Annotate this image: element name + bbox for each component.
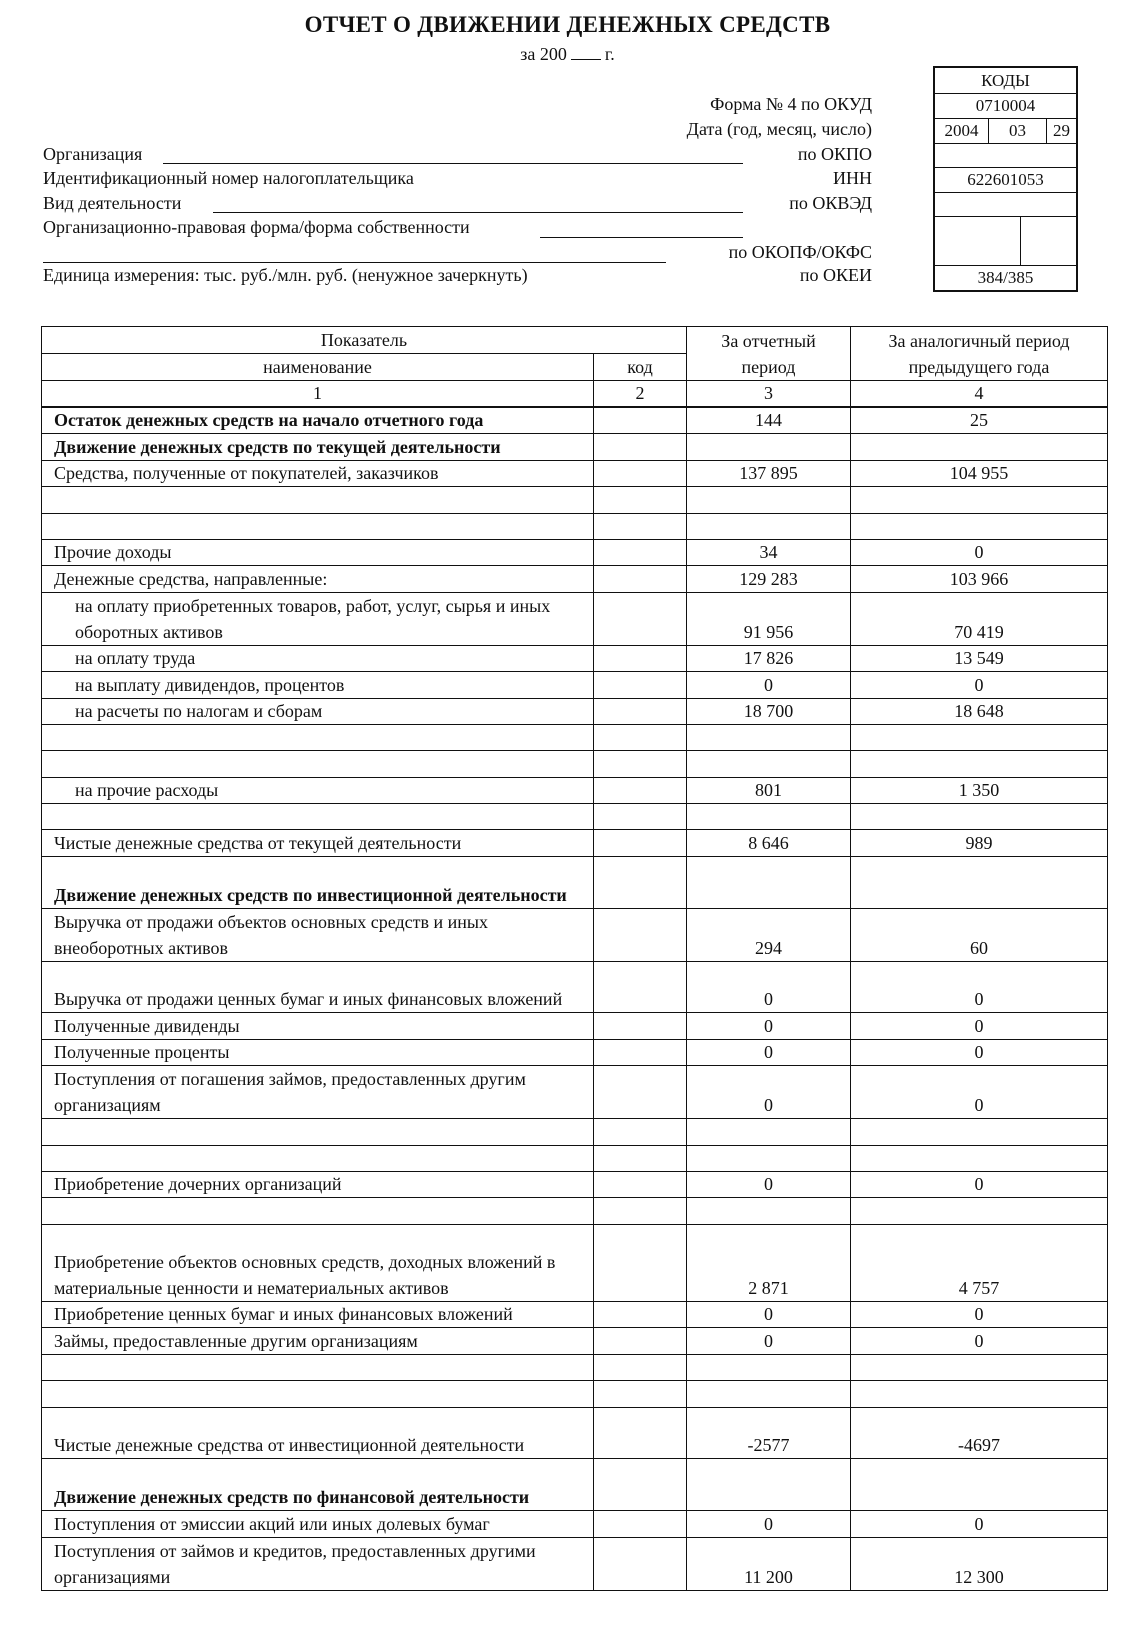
row-name: на расчеты по налогам и сборам: [42, 698, 594, 724]
row-name: [42, 751, 594, 777]
row-current-value[interactable]: 11 200: [687, 1537, 851, 1590]
head-name: наименование: [42, 354, 594, 381]
row-name: Чистые денежные средства от текущей деятельности: [42, 830, 594, 856]
row-name: Полученные дивиденды: [42, 1013, 594, 1039]
row-name: Поступления от погашения займов, предоставленных другим организациям: [42, 1066, 594, 1119]
organization-label: Организация: [43, 144, 143, 164]
row-previous-value[interactable]: 0: [851, 1066, 1108, 1119]
row-code[interactable]: [594, 830, 687, 856]
row-name: Поступления от займов и кредитов, предоставленных другими организациями: [42, 1537, 594, 1590]
col-number-4: 4: [851, 381, 1108, 408]
row-code[interactable]: [594, 539, 687, 565]
legal-form-field[interactable]: [540, 237, 743, 238]
row-code[interactable]: [594, 645, 687, 671]
col-number-3: 3: [687, 381, 851, 408]
row-code[interactable]: [594, 1224, 687, 1301]
row-previous-value[interactable]: 0: [851, 1328, 1108, 1354]
col-number-2: 2: [594, 381, 687, 408]
head-prev-2: предыдущего года: [908, 357, 1050, 377]
row-name: Полученные проценты: [42, 1039, 594, 1065]
row-current-value[interactable]: 0: [687, 1328, 851, 1354]
row-current-value[interactable]: [687, 1381, 851, 1407]
table-row: [42, 1013, 1108, 1039]
row-current-value[interactable]: 129 283: [687, 566, 851, 592]
row-current-value[interactable]: 0: [687, 1066, 851, 1119]
okopf-codes: [935, 216, 1076, 266]
organization-field[interactable]: [163, 163, 743, 164]
table-row: [42, 1039, 1108, 1065]
row-previous-value[interactable]: 60: [851, 908, 1108, 961]
row-previous-value[interactable]: [851, 513, 1108, 539]
inn-code[interactable]: 622601053: [935, 167, 1076, 193]
row-code[interactable]: [594, 592, 687, 645]
date-month[interactable]: 03: [989, 118, 1047, 143]
table-row: [42, 698, 1108, 724]
row-current-value[interactable]: 0: [687, 672, 851, 698]
report-title: ОТЧЕТ О ДВИЖЕНИИ ДЕНЕЖНЫХ СРЕДСТВ: [304, 12, 831, 37]
row-previous-value[interactable]: 0: [851, 539, 1108, 565]
row-current-value[interactable]: [687, 434, 851, 460]
period-suffix: г.: [604, 44, 615, 64]
row-previous-value[interactable]: [851, 1198, 1108, 1224]
row-current-value[interactable]: 0: [687, 1301, 851, 1327]
col-number-1: 1: [42, 381, 594, 408]
row-name: Выручка от продажи объектов основных средств и иных внеоборотных активов: [42, 908, 594, 961]
row-name: Денежные средства, направленные:: [42, 566, 594, 592]
row-code[interactable]: [594, 407, 687, 434]
row-name: на оплату труда: [42, 645, 594, 671]
row-name: на оплату приобретенных товаров, работ, услуг, сырья и иных оборотных активов: [42, 592, 594, 645]
okpo-code[interactable]: [935, 143, 1076, 168]
row-current-value[interactable]: [687, 1354, 851, 1380]
table-row: [42, 434, 1108, 460]
table-row: [42, 513, 1108, 539]
table-head-row-1: [42, 327, 1108, 354]
row-previous-value[interactable]: 4 757: [851, 1224, 1108, 1301]
table-row: [42, 856, 1108, 908]
row-name: [42, 804, 594, 830]
row-current-value[interactable]: 0: [687, 1172, 851, 1198]
row-current-value[interactable]: 0: [687, 961, 851, 1013]
row-previous-value[interactable]: 25: [851, 407, 1108, 434]
row-name: Остаток денежных средств на начало отчетного года: [42, 407, 594, 434]
row-previous-value[interactable]: [851, 1145, 1108, 1171]
date-row: [935, 118, 1076, 144]
row-name: Поступления от эмиссии акций или иных долевых бумаг: [42, 1511, 594, 1537]
table-head-numbers: [42, 381, 1108, 408]
table-row: [42, 1381, 1108, 1407]
row-code[interactable]: [594, 434, 687, 460]
row-previous-value[interactable]: [851, 804, 1108, 830]
legal-form-label: Организационно-правовая форма/форма собственности: [43, 217, 470, 237]
row-previous-value[interactable]: 0: [851, 1172, 1108, 1198]
row-previous-value[interactable]: 70 419: [851, 592, 1108, 645]
row-current-value[interactable]: 801: [687, 777, 851, 803]
row-previous-value[interactable]: [851, 1119, 1108, 1145]
row-code[interactable]: [594, 1511, 687, 1537]
row-previous-value[interactable]: 18 648: [851, 698, 1108, 724]
row-previous-value[interactable]: 1 350: [851, 777, 1108, 803]
okopf-label: по ОКОПФ/ОКФС: [728, 242, 872, 262]
row-current-value[interactable]: 144: [687, 407, 851, 434]
row-current-value[interactable]: 2 871: [687, 1224, 851, 1301]
row-name: [42, 1119, 594, 1145]
row-current-value[interactable]: [687, 487, 851, 513]
report-period: [0, 43, 1135, 65]
row-code[interactable]: [594, 1198, 687, 1224]
row-name: Чистые денежные средства от инвестиционной деятельности: [42, 1407, 594, 1459]
row-current-value[interactable]: 8 646: [687, 830, 851, 856]
row-current-value[interactable]: -2577: [687, 1407, 851, 1459]
row-current-value[interactable]: [687, 724, 851, 750]
date-day[interactable]: 29: [1053, 121, 1070, 140]
inn-label: Идентификационный номер налогоплательщика: [43, 168, 414, 188]
table-row: [42, 645, 1108, 671]
row-previous-value[interactable]: 0: [851, 1013, 1108, 1039]
table-row: [42, 1407, 1108, 1459]
table-row: [42, 592, 1108, 645]
row-current-value[interactable]: 137 895: [687, 460, 851, 486]
row-previous-value[interactable]: [851, 724, 1108, 750]
table-row: [42, 777, 1108, 803]
form-okud-label: Форма № 4 по ОКУД: [710, 94, 872, 114]
row-current-value[interactable]: [687, 513, 851, 539]
table-row: [42, 1537, 1108, 1590]
table-body: [42, 407, 1108, 1590]
row-name: Движение денежных средств по инвестиционной деятельности: [42, 856, 594, 908]
row-code[interactable]: [594, 566, 687, 592]
table-row: [42, 566, 1108, 592]
cash-flow-table: [41, 326, 1108, 1591]
okfs-code[interactable]: [1021, 216, 1076, 265]
row-previous-value[interactable]: 12 300: [851, 1537, 1108, 1590]
row-previous-value[interactable]: [851, 751, 1108, 777]
table-row: [42, 407, 1108, 434]
row-name: [42, 1198, 594, 1224]
row-name: Приобретение дочерних организаций: [42, 1172, 594, 1198]
table-row: [42, 539, 1108, 565]
row-name: Движение денежных средств по финансовой деятельности: [42, 1459, 594, 1511]
table-row: [42, 672, 1108, 698]
row-current-value[interactable]: [687, 1145, 851, 1171]
row-code[interactable]: [594, 724, 687, 750]
okei-code[interactable]: 384/385: [977, 268, 1034, 287]
row-current-value[interactable]: [687, 1459, 851, 1511]
row-current-value[interactable]: 91 956: [687, 592, 851, 645]
row-name: Займы, предоставленные другим организациям: [42, 1328, 594, 1354]
table-row: [42, 961, 1108, 1013]
row-previous-value[interactable]: 13 549: [851, 645, 1108, 671]
head-indicator: Показатель: [42, 327, 687, 354]
table-row: [42, 1301, 1108, 1327]
row-current-value[interactable]: [687, 751, 851, 777]
row-name: Движение денежных средств по текущей деятельности: [42, 434, 594, 460]
row-code[interactable]: [594, 513, 687, 539]
row-code[interactable]: [594, 460, 687, 486]
row-name: [42, 487, 594, 513]
row-current-value[interactable]: 0: [687, 1013, 851, 1039]
table-row: [42, 830, 1108, 856]
row-previous-value[interactable]: 0: [851, 1301, 1108, 1327]
table-row: [42, 804, 1108, 830]
head-prev: [851, 327, 1108, 381]
legal-form-field-line2[interactable]: [43, 262, 666, 263]
row-code[interactable]: [594, 698, 687, 724]
row-previous-value[interactable]: 989: [851, 830, 1108, 856]
row-name: [42, 1354, 594, 1380]
row-previous-value[interactable]: [851, 856, 1108, 908]
row-previous-value[interactable]: -4697: [851, 1407, 1108, 1459]
okved-label: по ОКВЭД: [789, 193, 872, 213]
row-code[interactable]: [594, 1537, 687, 1590]
row-previous-value[interactable]: [851, 1354, 1108, 1380]
head-current-1: За отчетный: [721, 331, 816, 351]
row-name: на прочие расходы: [42, 777, 594, 803]
table-row: [42, 751, 1108, 777]
row-code[interactable]: [594, 672, 687, 698]
activity-field[interactable]: [213, 212, 743, 213]
row-previous-value[interactable]: 103 966: [851, 566, 1108, 592]
row-code[interactable]: [594, 1301, 687, 1327]
row-previous-value[interactable]: [851, 487, 1108, 513]
okopf-code[interactable]: [935, 216, 1021, 265]
row-current-value[interactable]: [687, 1119, 851, 1145]
unit-label: Единица измерения: тыс. руб./млн. руб. (ненужное зачеркнуть): [43, 265, 528, 285]
table-row: [42, 1511, 1108, 1537]
head-current-2: период: [741, 357, 796, 377]
row-name: Выручка от продажи ценных бумаг и иных финансовых вложений: [42, 961, 594, 1013]
row-code[interactable]: [594, 1328, 687, 1354]
row-code[interactable]: [594, 961, 687, 1013]
table-row: [42, 1119, 1108, 1145]
row-current-value[interactable]: [687, 856, 851, 908]
row-name: Прочие доходы: [42, 539, 594, 565]
row-code[interactable]: [594, 1145, 687, 1171]
table-row: [42, 1145, 1108, 1171]
codes-header: КОДЫ: [935, 68, 1076, 94]
row-previous-value[interactable]: 0: [851, 672, 1108, 698]
row-code[interactable]: [594, 1459, 687, 1511]
table-row: [42, 1328, 1108, 1354]
row-code[interactable]: [594, 777, 687, 803]
row-current-value[interactable]: 294: [687, 908, 851, 961]
codes-box: [933, 66, 1078, 292]
row-code[interactable]: [594, 1066, 687, 1119]
row-current-value[interactable]: 18 700: [687, 698, 851, 724]
row-code[interactable]: [594, 1013, 687, 1039]
row-code[interactable]: [594, 1354, 687, 1380]
row-name: [42, 1145, 594, 1171]
table-row: [42, 908, 1108, 961]
date-year[interactable]: 2004: [935, 118, 989, 143]
row-name: на выплату дивидендов, процентов: [42, 672, 594, 698]
okud-code[interactable]: 0710004: [935, 93, 1076, 119]
row-previous-value[interactable]: [851, 1459, 1108, 1511]
row-previous-value[interactable]: [851, 1381, 1108, 1407]
row-previous-value[interactable]: 0: [851, 961, 1108, 1013]
row-name: [42, 513, 594, 539]
row-current-value[interactable]: 17 826: [687, 645, 851, 671]
row-code[interactable]: [594, 487, 687, 513]
row-code[interactable]: [594, 751, 687, 777]
row-name: [42, 724, 594, 750]
row-name: Средства, полученные от покупателей, заказчиков: [42, 460, 594, 486]
period-prefix: за 200: [520, 44, 567, 64]
row-previous-value[interactable]: [851, 434, 1108, 460]
table-row: [42, 1354, 1108, 1380]
row-previous-value[interactable]: 0: [851, 1511, 1108, 1537]
row-name: Приобретение объектов основных средств, доходных вложений в материальные ценности и нематериальных активов: [42, 1224, 594, 1301]
okpo-label: по ОКПО: [797, 144, 872, 164]
activity-label: Вид деятельности: [43, 193, 182, 213]
row-name: [42, 1381, 594, 1407]
row-current-value[interactable]: [687, 1198, 851, 1224]
table-row: [42, 1224, 1108, 1301]
table-row: [42, 1459, 1108, 1511]
row-previous-value[interactable]: 104 955: [851, 460, 1108, 486]
row-code[interactable]: [594, 1039, 687, 1065]
row-code[interactable]: [594, 1381, 687, 1407]
row-current-value[interactable]: 34: [687, 539, 851, 565]
row-code[interactable]: [594, 804, 687, 830]
date-label: Дата (год, месяц, число): [686, 119, 872, 139]
year-blank[interactable]: [571, 43, 601, 60]
row-current-value[interactable]: 0: [687, 1039, 851, 1065]
table-row: [42, 1198, 1108, 1224]
row-code[interactable]: [594, 1407, 687, 1459]
okei-label: по ОКЕИ: [799, 265, 872, 285]
table-row: [42, 1066, 1108, 1119]
table-row: [42, 1172, 1108, 1198]
row-code[interactable]: [594, 1119, 687, 1145]
table-row: [42, 460, 1108, 486]
okved-code[interactable]: [935, 192, 1076, 217]
inn-short-label: ИНН: [833, 168, 872, 188]
row-previous-value[interactable]: 0: [851, 1039, 1108, 1065]
head-current: [687, 327, 851, 381]
head-code: код: [594, 354, 687, 381]
row-code[interactable]: [594, 856, 687, 908]
row-code[interactable]: [594, 1172, 687, 1198]
row-name: Приобретение ценных бумаг и иных финансовых вложений: [42, 1301, 594, 1327]
row-current-value[interactable]: [687, 804, 851, 830]
table-row: [42, 724, 1108, 750]
row-code[interactable]: [594, 908, 687, 961]
head-prev-1: За аналогичный период: [888, 331, 1070, 351]
table-row: [42, 487, 1108, 513]
row-current-value[interactable]: 0: [687, 1511, 851, 1537]
